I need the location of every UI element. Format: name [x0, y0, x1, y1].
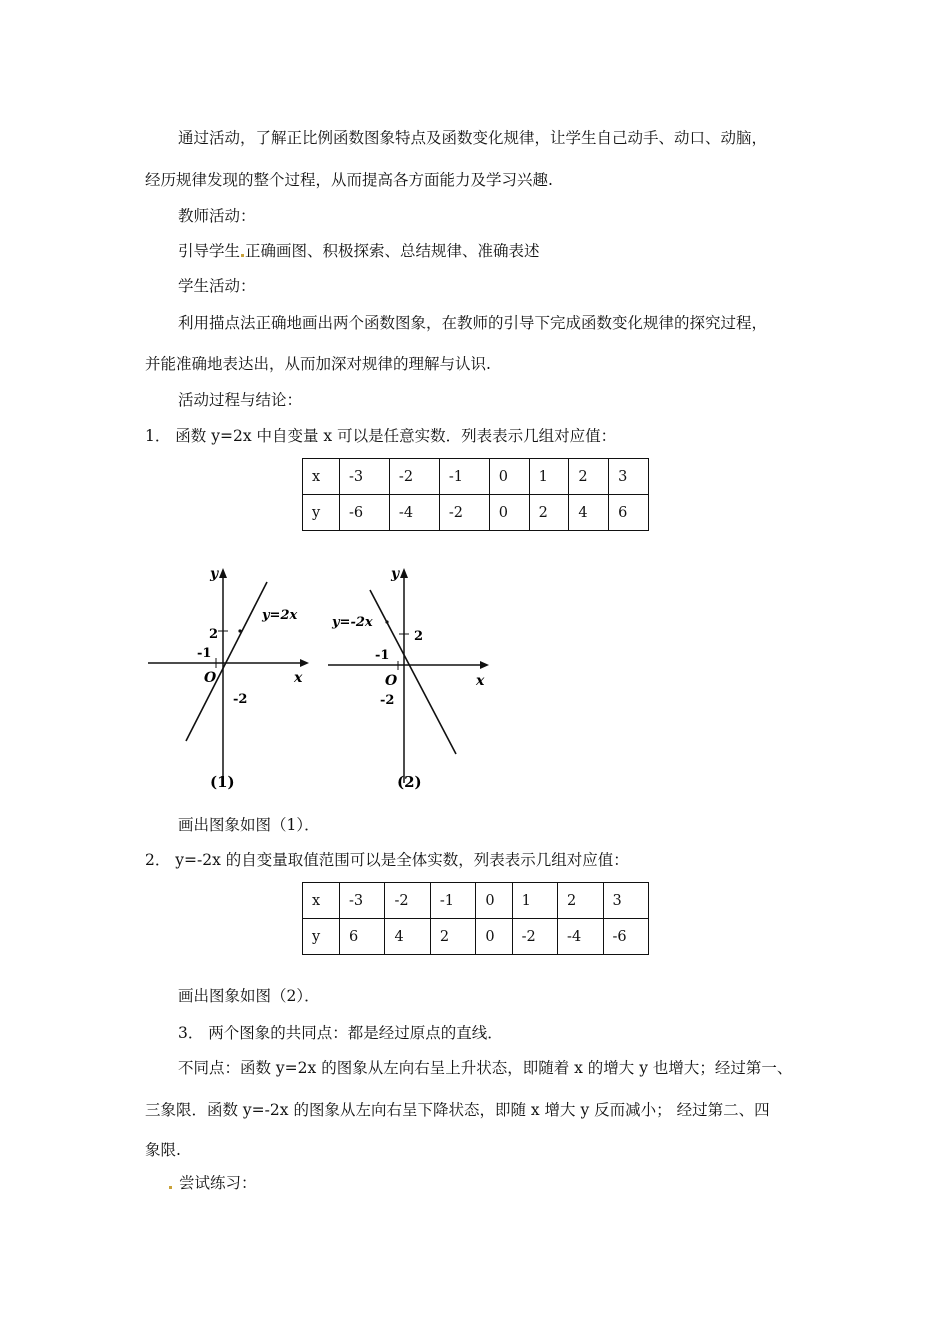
origin-label: O	[385, 673, 398, 689]
table-cell: x	[303, 459, 340, 495]
line-y-neg2x	[370, 590, 456, 754]
graph-caption: (1)	[210, 773, 235, 791]
table-cell: -1	[439, 459, 489, 495]
difference-line3: 象限.	[145, 1141, 181, 1159]
table-cell: -2	[389, 459, 439, 495]
table-cell: -6	[340, 495, 390, 531]
tick-label-y-neg: -2	[380, 693, 395, 708]
table-cell: 6	[340, 919, 385, 955]
tick-label-x-neg: -1	[197, 646, 212, 661]
table-cell: 3	[609, 459, 649, 495]
graph-2	[328, 566, 489, 791]
table-cell: y	[303, 495, 340, 531]
table-cell: -3	[340, 459, 390, 495]
value-table-2	[302, 882, 649, 955]
item3-text: 3． 两个图象的共同点：都是经过原点的直线．	[178, 1024, 503, 1042]
line-label: y=2x	[262, 608, 298, 623]
item2-text: 2． y=-2x 的自变量取值范围可以是全体实数，列表表示几组对应值：	[145, 851, 629, 869]
table-cell: -3	[340, 883, 385, 919]
marker-dot	[241, 254, 244, 257]
practice-heading: 尝试练习：	[168, 1173, 257, 1193]
table-row	[303, 919, 649, 955]
table-cell: 2	[569, 459, 609, 495]
student-activity-heading: 学生活动：	[178, 277, 256, 295]
graph-1	[148, 566, 309, 791]
table-cell: -2	[439, 495, 489, 531]
intro-paragraph-line2: 经历规律发现的整个过程，从而提高各方面能力及学习兴趣.	[145, 171, 553, 189]
table-row	[303, 459, 649, 495]
table-cell: -1	[430, 883, 475, 919]
student-activity-line1: 利用描点法正确地画出两个函数图象，在教师的引导下完成函数变化规律的探究过程，	[178, 314, 768, 332]
table-cell: y	[303, 919, 340, 955]
figure1-caption: 画出图象如图（1）．	[178, 816, 320, 834]
line-label: y=-2x	[332, 615, 373, 630]
table-cell: 6	[609, 495, 649, 531]
table-cell: 1	[512, 883, 557, 919]
function-graphs-figure	[140, 558, 510, 798]
tick-label-y-neg: -2	[233, 692, 248, 707]
table-cell: -6	[603, 919, 649, 955]
table-cell: -4	[558, 919, 603, 955]
table-cell: 4	[569, 495, 609, 531]
x-axis-label: x	[294, 670, 303, 686]
plotted-point	[238, 629, 241, 632]
table-row	[303, 495, 649, 531]
table-row	[303, 883, 649, 919]
value-table-1	[302, 458, 649, 531]
tick-label-x-neg: -1	[375, 648, 390, 663]
table-cell: 2	[529, 495, 569, 531]
tick-label-y-pos: 2	[209, 627, 219, 642]
teacher-activity-heading: 教师活动：	[178, 207, 256, 225]
figure2-caption: 画出图象如图（2）．	[178, 987, 320, 1005]
y-axis-label: y	[210, 566, 219, 582]
line-y-2x	[186, 582, 267, 741]
table-cell: 0	[489, 495, 529, 531]
table-cell: 3	[603, 883, 649, 919]
difference-line2: 三象限．函数 y=-2x 的图象从左向右呈下降状态，即随 x 增大 y 反而减小； 经过第二、四	[145, 1101, 770, 1119]
table-cell: -2	[385, 883, 430, 919]
table-cell: 2	[430, 919, 475, 955]
y-axis-arrow-icon	[219, 568, 227, 578]
marker-dot	[169, 1186, 172, 1189]
table-cell: 0	[476, 883, 512, 919]
item1-text: 1． 函数 y=2x 中自变量 x 可以是任意实数．列表表示几组对应值：	[145, 427, 617, 445]
table-cell: -4	[389, 495, 439, 531]
x-axis-arrow-icon	[300, 659, 309, 667]
table-cell: 4	[385, 919, 430, 955]
table-cell: x	[303, 883, 340, 919]
table-cell: 2	[558, 883, 603, 919]
x-axis-label: x	[476, 673, 485, 689]
plotted-point	[385, 620, 388, 623]
intro-paragraph-line1: 通过活动，了解正比例函数图象特点及函数变化规律，让学生自己动手、动口、动脑，	[178, 129, 768, 147]
table-cell: 0	[476, 919, 512, 955]
table-cell: 1	[529, 459, 569, 495]
origin-label: O	[204, 670, 217, 686]
table-cell: -2	[512, 919, 557, 955]
student-activity-line2: 并能准确地表达出，从而加深对规律的理解与认识.	[145, 355, 491, 373]
difference-line1: 不同点：函数 y=2x 的图象从左向右呈上升状态，即随着 x 的增大 y 也增大；经过第一、	[178, 1059, 793, 1077]
process-heading: 活动过程与结论：	[178, 391, 303, 409]
teacher-activity-text: 引导学生 正确画图、积极探索、总结规律、准确表述	[178, 242, 540, 260]
x-axis-arrow-icon	[480, 661, 489, 669]
y-axis-label: y	[391, 566, 400, 582]
graph-caption: (2)	[397, 773, 422, 791]
tick-label-y-pos: 2	[414, 629, 424, 644]
table-cell: 0	[489, 459, 529, 495]
y-axis-arrow-icon	[400, 568, 408, 578]
